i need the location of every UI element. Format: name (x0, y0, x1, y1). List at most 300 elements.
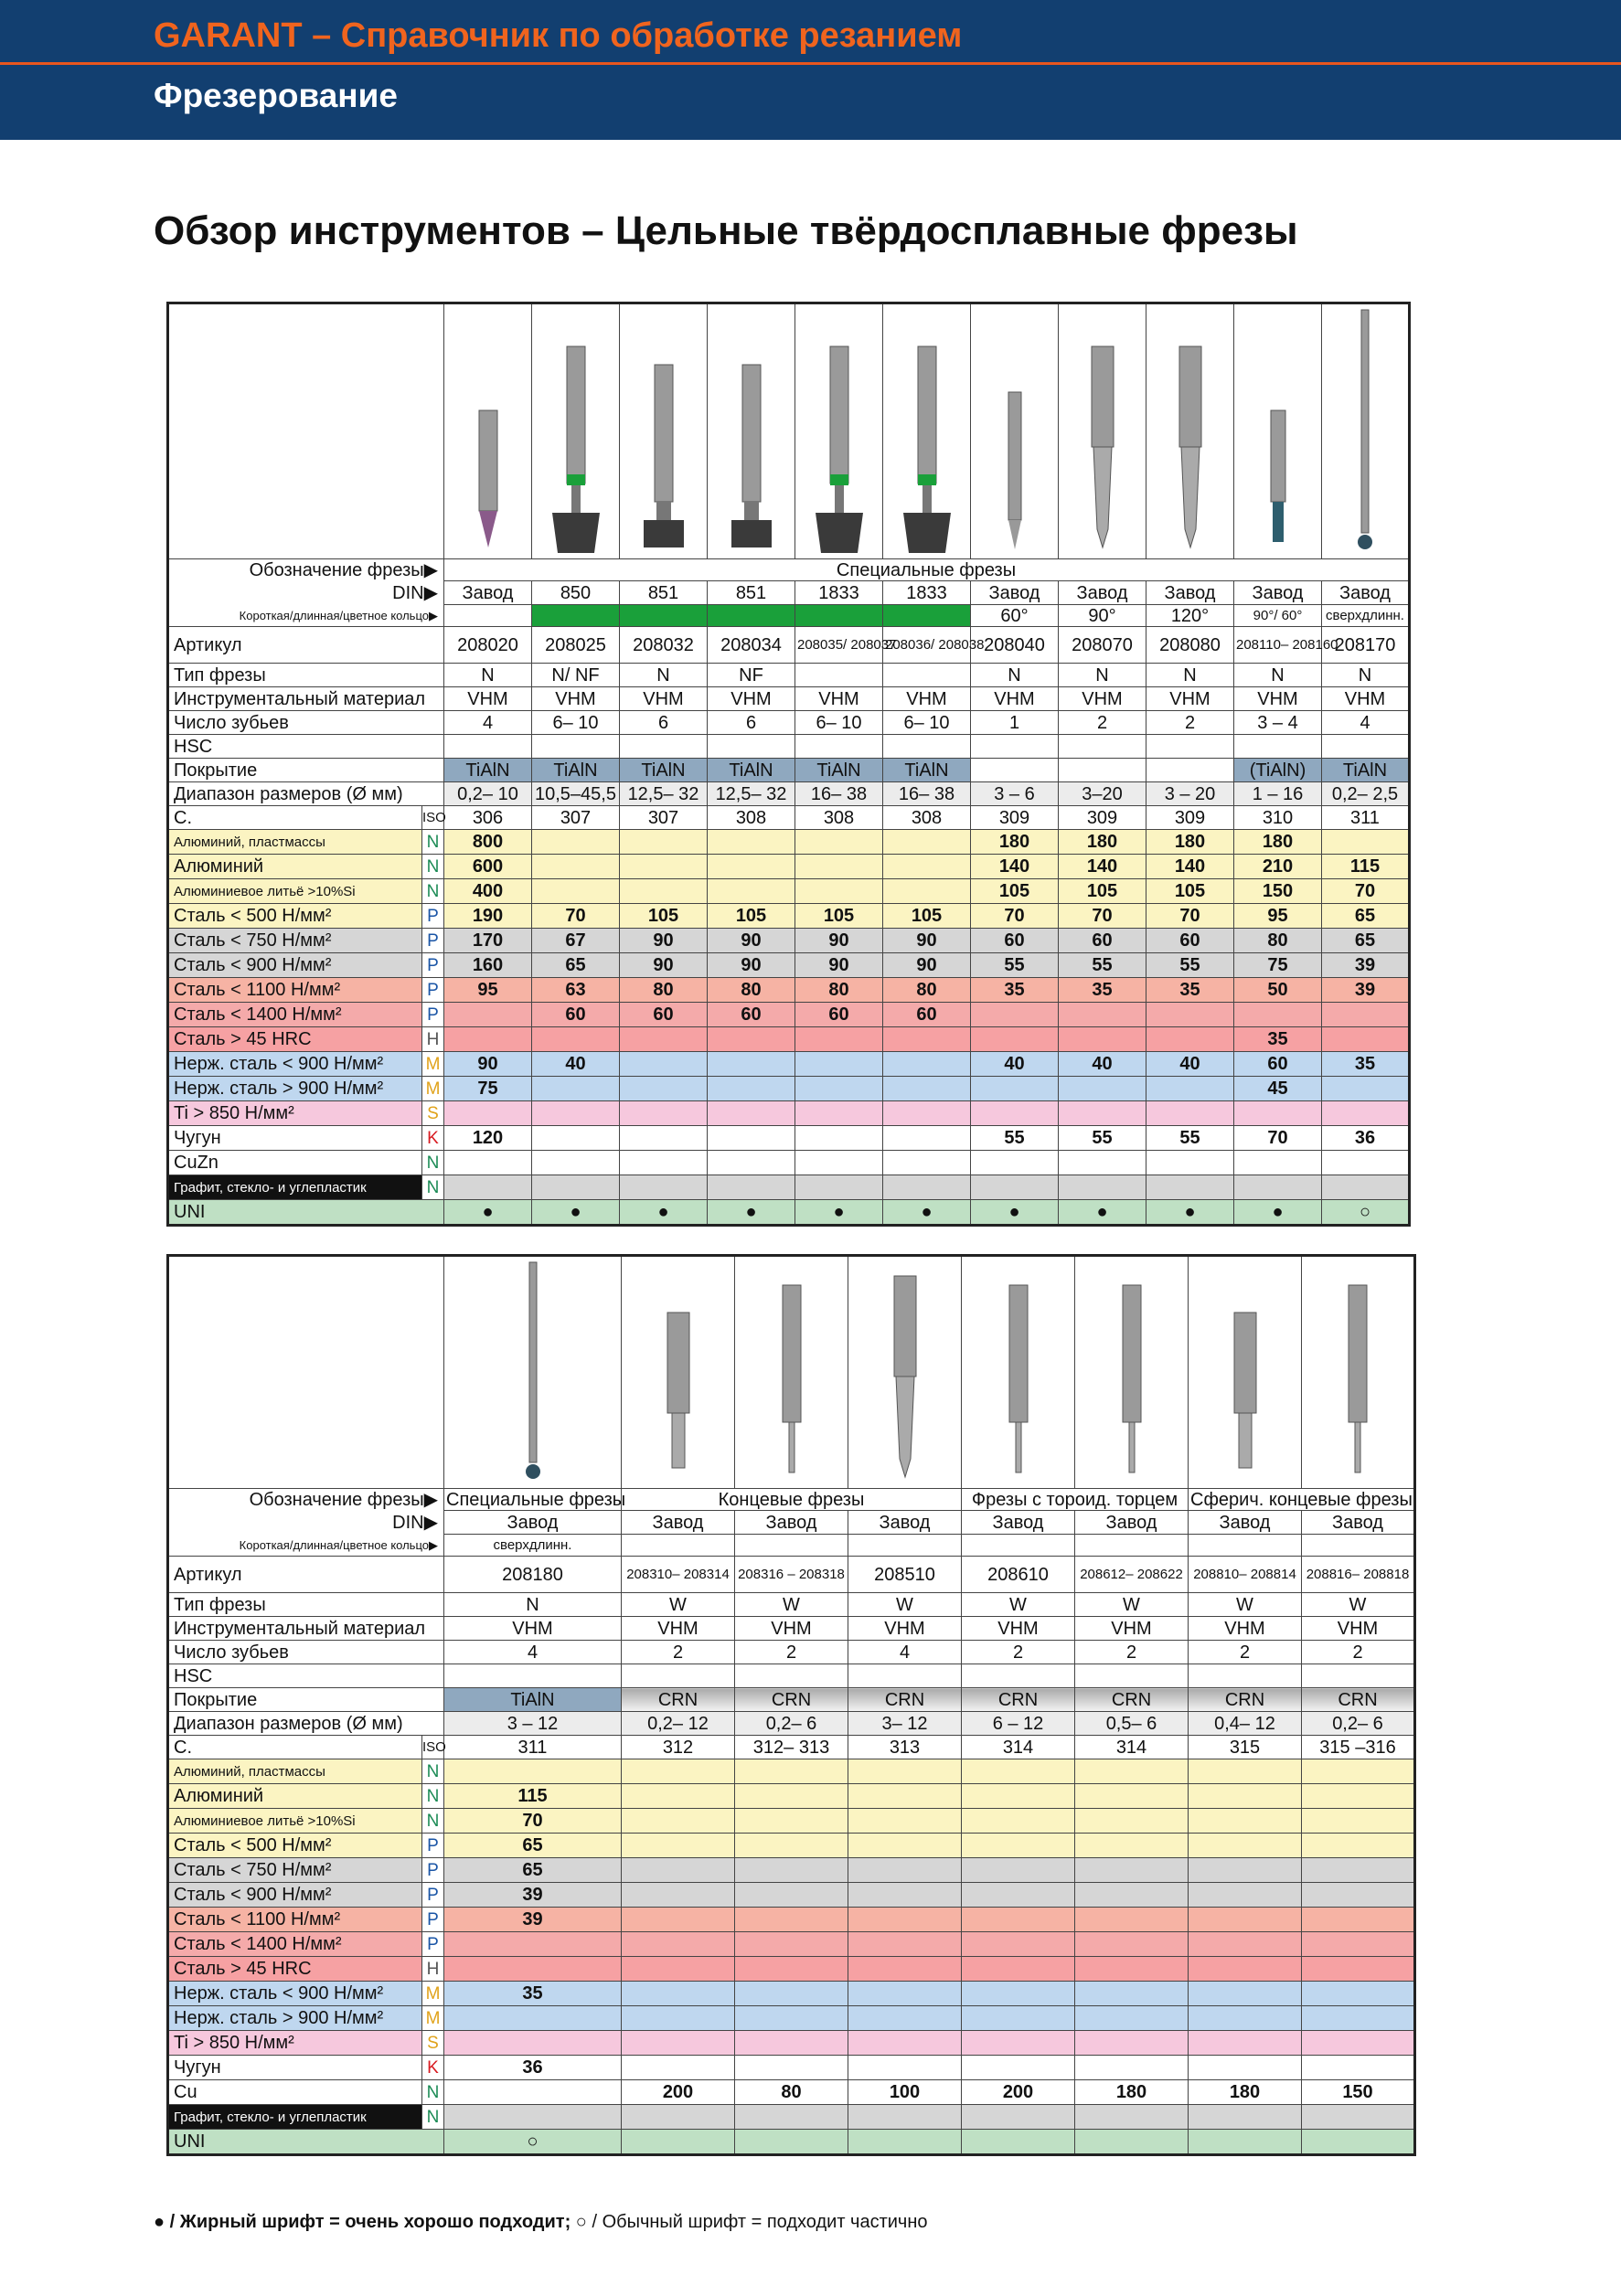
speed-value (735, 1883, 848, 1908)
page-ref: 311 (1322, 806, 1410, 830)
page-ref: 309 (1059, 806, 1146, 830)
size-range-value: 10,5–45,5 (532, 782, 620, 806)
speed-value: 400 (444, 879, 532, 904)
speed-value (1075, 1957, 1189, 1982)
speed-value: 105 (1146, 879, 1234, 904)
header-divider (0, 62, 1621, 65)
material-name: Сталь < 750 Н/мм² (168, 1858, 422, 1883)
din-value: Завод (622, 1511, 735, 1535)
speed-value (962, 1809, 1075, 1834)
speed-value: 75 (1234, 953, 1322, 978)
material-row (168, 1126, 1410, 1151)
speed-value (1189, 1784, 1302, 1809)
iso-code: K (422, 1126, 444, 1151)
designation-label: Обозначение фрезы▶ (168, 1489, 444, 1511)
page-ref: 312 (622, 1736, 735, 1759)
iso-header: ISO (422, 806, 444, 830)
size-range-value: 3 – 12 (444, 1712, 622, 1736)
speed-value: 105 (971, 879, 1059, 904)
din-value: Завод (735, 1511, 848, 1535)
hsc-value (735, 1664, 848, 1688)
article-label: Артикул (168, 627, 444, 664)
speed-value: 140 (971, 855, 1059, 879)
article-value: 208020 (444, 627, 532, 664)
page-ref: 307 (532, 806, 620, 830)
speed-value (444, 1003, 532, 1027)
coating-label: Покрытие (168, 759, 444, 782)
speed-value: 40 (971, 1052, 1059, 1077)
iso-code: P (422, 1883, 444, 1908)
speed-value: 55 (971, 953, 1059, 978)
speed-value (622, 1834, 735, 1858)
article-value: 208025 (532, 627, 620, 664)
speed-value (1075, 1982, 1189, 2006)
material-row (168, 855, 1410, 879)
hsc-value (962, 1664, 1075, 1688)
material-name: Сталь > 45 HRC (168, 1957, 422, 1982)
speed-value (795, 1175, 883, 1200)
tool-material-value: VHM (1234, 687, 1322, 711)
speed-value (1059, 1175, 1146, 1200)
ring-value (735, 1535, 848, 1557)
hsc-row (168, 1664, 1415, 1688)
speed-value: 210 (1234, 855, 1322, 879)
tool-illustration (764, 1259, 819, 1486)
brand-title: GARANT – Справочник по обработке резанием (154, 16, 963, 55)
speed-value: 60 (795, 1003, 883, 1027)
ring-value: сверхдлинн. (444, 1535, 622, 1557)
speed-value (735, 1908, 848, 1932)
material-row (168, 1982, 1415, 2006)
speed-value: 180 (1234, 830, 1322, 855)
din-value: Завод (1302, 1511, 1415, 1535)
tool-type-value (795, 664, 883, 687)
material-name: Сталь < 1400 Н/мм² (168, 1003, 422, 1027)
material-row (168, 2105, 1415, 2130)
speed-value: 70 (971, 904, 1059, 929)
hsc-value (971, 735, 1059, 759)
din-value: Завод (848, 1511, 962, 1535)
tool-material-value: VHM (708, 687, 795, 711)
speed-value (1189, 2031, 1302, 2056)
tool-material-label: Инструментальный материал (168, 1617, 444, 1641)
page-ref: 310 (1234, 806, 1322, 830)
teeth-count-value: 4 (1322, 711, 1410, 735)
page-header (0, 0, 1621, 140)
group-header: Специальные фрезы (444, 559, 1410, 581)
speed-value (962, 1834, 1075, 1858)
tool-material-value: VHM (1059, 687, 1146, 711)
tool-material-value: VHM (1146, 687, 1234, 711)
circle-symbol: ○ (575, 2212, 587, 2232)
material-row (168, 1883, 1415, 1908)
din-value: 851 (708, 581, 795, 605)
speed-value: 105 (620, 904, 708, 929)
material-name: Ti > 850 Н/мм² (168, 1101, 422, 1126)
tool-material-value: VHM (1075, 1617, 1189, 1641)
speed-value (735, 2056, 848, 2080)
iso-code: K (422, 2056, 444, 2080)
iso-code: H (422, 1957, 444, 1982)
speed-value (848, 1982, 962, 2006)
speed-value (735, 1932, 848, 1957)
speed-value (1075, 1784, 1189, 1809)
speed-value (971, 1077, 1059, 1101)
tool-image-cell (1302, 1256, 1415, 1489)
teeth-count-value: 6 (620, 711, 708, 735)
tool-material-value: VHM (532, 687, 620, 711)
iso-code: N (422, 855, 444, 879)
speed-value: 60 (532, 1003, 620, 1027)
speed-value: 35 (1146, 978, 1234, 1003)
hsc-value (883, 735, 971, 759)
material-name: Сталь < 1100 Н/мм² (168, 1908, 422, 1932)
teeth-count-value: 6– 10 (532, 711, 620, 735)
tool-material-value: VHM (1302, 1617, 1415, 1641)
teeth-count-value: 2 (1302, 1641, 1415, 1664)
iso-code: S (422, 1101, 444, 1126)
ring-value: 120° (1146, 605, 1234, 627)
speed-value: 80 (795, 978, 883, 1003)
ring-value: 90°/ 60° (1234, 605, 1322, 627)
teeth-count-value: 2 (1146, 711, 1234, 735)
tool-type-value (883, 664, 971, 687)
speed-value: 600 (444, 855, 532, 879)
speed-value (1146, 1101, 1234, 1126)
coating-label: Покрытие (168, 1688, 444, 1712)
hsc-row (168, 735, 1410, 759)
teeth-count-label: Число зубьев (168, 1641, 444, 1664)
speed-value (848, 2056, 962, 2080)
tool-illustration (1330, 1259, 1385, 1486)
speed-value (1075, 2006, 1189, 2031)
footnote-bold: / Жирный шрифт = очень хорошо подходит; (169, 2212, 571, 2232)
speed-value (622, 2056, 735, 2080)
tool-type-value: N (1234, 664, 1322, 687)
speed-value: 160 (444, 953, 532, 978)
uni-label: UNI (168, 1200, 444, 1226)
designation-label: Обозначение фрезы▶ (168, 559, 444, 581)
hsc-value (444, 735, 532, 759)
group-header: Специальные фрезы (444, 1489, 622, 1511)
coating-value: TiAlN (1322, 759, 1410, 782)
speed-value (883, 830, 971, 855)
image-spacer (168, 1256, 444, 1489)
speed-value (708, 855, 795, 879)
ring-value (1302, 1535, 1415, 1557)
section-title: Фрезерование (154, 77, 398, 114)
page-ref: 308 (883, 806, 971, 830)
speed-value (962, 1982, 1075, 2006)
ring-label: Короткая/длинная/цветное кольцо▶ (168, 605, 444, 627)
speed-value (883, 855, 971, 879)
material-name: Сталь < 900 Н/мм² (168, 953, 422, 978)
speed-value (1302, 2056, 1415, 2080)
tool-type-value: W (848, 1593, 962, 1617)
tool-material-value: VHM (795, 687, 883, 711)
speed-value (444, 1027, 532, 1052)
speed-value (971, 1175, 1059, 1200)
tool-material-label: Инструментальный материал (168, 687, 444, 711)
speed-value: 45 (1234, 1077, 1322, 1101)
speed-value (848, 1908, 962, 1932)
speed-value (708, 830, 795, 855)
iso-code: N (422, 1784, 444, 1809)
speed-value (1075, 1908, 1189, 1932)
speed-value (620, 1175, 708, 1200)
tool-image-cell (532, 303, 620, 559)
coating-value: TiAlN (444, 759, 532, 782)
speed-value: 80 (735, 2080, 848, 2105)
speed-value (795, 879, 883, 904)
uni-label: UNI (168, 2130, 444, 2155)
coating-value: TiAlN (795, 759, 883, 782)
iso-code: N (422, 1759, 444, 1784)
iso-code: P (422, 1932, 444, 1957)
speed-value: 60 (883, 1003, 971, 1027)
speed-value: 35 (1234, 1027, 1322, 1052)
speed-value (962, 2031, 1075, 2056)
hsc-value (848, 1664, 962, 1688)
speed-value (883, 1101, 971, 1126)
speed-value (1234, 1151, 1322, 1175)
speed-value (1189, 1908, 1302, 1932)
speed-value (795, 1077, 883, 1101)
ring-value (444, 605, 532, 627)
coating-row (168, 759, 1410, 782)
tool-image-cell (795, 303, 883, 559)
material-name: Нерж. сталь > 900 Н/мм² (168, 2006, 422, 2031)
speed-value (883, 1077, 971, 1101)
material-row (168, 1858, 1415, 1883)
material-row (168, 1784, 1415, 1809)
din-value: Завод (444, 581, 532, 605)
iso-code: P (422, 1834, 444, 1858)
din-value: Завод (1146, 581, 1234, 605)
speed-value (622, 2031, 735, 2056)
speed-value (1234, 1101, 1322, 1126)
tool-type-value: N (444, 1593, 622, 1617)
speed-value: 39 (444, 1908, 622, 1932)
speed-value (883, 879, 971, 904)
speed-value: 67 (532, 929, 620, 953)
speed-value (1302, 1982, 1415, 2006)
speed-value (620, 1101, 708, 1126)
size-range-label: Диапазон размеров (Ø мм) (168, 1712, 444, 1736)
article-value: 208310– 208314 (622, 1557, 735, 1593)
speed-value (622, 1759, 735, 1784)
speed-value (1189, 1759, 1302, 1784)
material-name: Сталь < 900 Н/мм² (168, 1883, 422, 1908)
speed-value: 35 (444, 1982, 622, 2006)
speed-value (962, 2056, 1075, 2080)
article-value: 208036/ 208038 (883, 627, 971, 664)
iso-code: N (422, 830, 444, 855)
speed-value (795, 1151, 883, 1175)
speed-value (962, 1784, 1075, 1809)
tool-image-cell (962, 1256, 1075, 1489)
iso-code: S (422, 2031, 444, 2056)
speed-value (1302, 2105, 1415, 2130)
speed-value: 90 (883, 953, 971, 978)
article-value: 208816– 208818 (1302, 1557, 1415, 1593)
hsc-value (795, 735, 883, 759)
material-name: Сталь < 1400 Н/мм² (168, 1932, 422, 1957)
ring-value (1075, 1535, 1189, 1557)
tool-image-cell (1322, 303, 1410, 559)
din-value: Завод (962, 1511, 1075, 1535)
page-ref: 313 (848, 1736, 962, 1759)
speed-value: 90 (620, 929, 708, 953)
speed-value (1059, 1101, 1146, 1126)
iso-code: N (422, 1175, 444, 1200)
page-row (168, 806, 1410, 830)
material-name: Алюминиевое литьё >10%Si (168, 1809, 422, 1834)
material-row (168, 1003, 1410, 1027)
ring-value (848, 1535, 962, 1557)
speed-value: 35 (1322, 1052, 1410, 1077)
coating-value (1059, 759, 1146, 782)
material-row (168, 1957, 1415, 1982)
speed-value (532, 879, 620, 904)
speed-value (795, 830, 883, 855)
speed-value (962, 1908, 1075, 1932)
teeth-count-value: 2 (622, 1641, 735, 1664)
speed-value (795, 1126, 883, 1151)
teeth-count-value: 1 (971, 711, 1059, 735)
speed-value (962, 1759, 1075, 1784)
speed-value (532, 1175, 620, 1200)
din-value: 851 (620, 581, 708, 605)
speed-value (1189, 2006, 1302, 2031)
speed-value (848, 1834, 962, 1858)
speed-value: 115 (444, 1784, 622, 1809)
speed-value (532, 1077, 620, 1101)
tool-type-value: N (1322, 664, 1410, 687)
speed-value: 200 (622, 2080, 735, 2105)
size-range-value: 16– 38 (883, 782, 971, 806)
speed-value (795, 1027, 883, 1052)
hsc-value (1322, 735, 1410, 759)
speed-value: 39 (444, 1883, 622, 1908)
ring-value (883, 605, 971, 627)
tool-images-row (168, 303, 1410, 559)
article-value: 208080 (1146, 627, 1234, 664)
article-value: 208034 (708, 627, 795, 664)
speed-value (1146, 1077, 1234, 1101)
size-range-label: Диапазон размеров (Ø мм) (168, 782, 444, 806)
group-header: Концевые фрезы (622, 1489, 962, 1511)
tool-illustration (812, 306, 867, 557)
coating-value: CRN (1189, 1688, 1302, 1712)
tool-type-value: W (1302, 1593, 1415, 1617)
size-range-value: 0,2– 2,5 (1322, 782, 1410, 806)
tool-material-value: VHM (971, 687, 1059, 711)
material-name: Алюминий (168, 1784, 422, 1809)
speed-value (883, 1151, 971, 1175)
material-row (168, 1027, 1410, 1052)
tool-material-value: VHM (620, 687, 708, 711)
coating-row (168, 1688, 1415, 1712)
iso-code: H (422, 1027, 444, 1052)
speed-value (708, 1126, 795, 1151)
speed-value (848, 2006, 962, 2031)
speed-value (444, 2080, 622, 2105)
material-name: Нерж. сталь > 900 Н/мм² (168, 1077, 422, 1101)
size-range-value: 3 – 6 (971, 782, 1059, 806)
speed-value: 80 (1234, 929, 1322, 953)
speed-value (735, 1759, 848, 1784)
speed-value: 39 (1322, 953, 1410, 978)
article-value: 208510 (848, 1557, 962, 1593)
speed-value (1322, 1151, 1410, 1175)
coating-value (1146, 759, 1234, 782)
speed-value: 90 (795, 953, 883, 978)
speed-value: 65 (444, 1834, 622, 1858)
speed-value (848, 1858, 962, 1883)
speed-value (848, 1784, 962, 1809)
speed-value: 35 (971, 978, 1059, 1003)
coating-value: CRN (1302, 1688, 1415, 1712)
tool-type-label: Тип фрезы (168, 1593, 444, 1617)
din-row (168, 581, 1410, 605)
speed-value (1075, 1809, 1189, 1834)
teeth-count-value: 4 (444, 1641, 622, 1664)
tool-image-cell (1059, 303, 1146, 559)
group-header: Сферич. концевые фрезы (1189, 1489, 1415, 1511)
speed-value: 80 (883, 978, 971, 1003)
speed-value: 140 (1146, 855, 1234, 879)
speed-value: 35 (1059, 978, 1146, 1003)
coating-value: CRN (622, 1688, 735, 1712)
speed-value (622, 1957, 735, 1982)
speed-value: 90 (795, 929, 883, 953)
iso-code: M (422, 1052, 444, 1077)
page-ref: 312– 313 (735, 1736, 848, 1759)
speed-value (795, 1052, 883, 1077)
tool-type-value: N/ NF (532, 664, 620, 687)
speed-value (620, 1077, 708, 1101)
tool-image-cell (444, 303, 532, 559)
size-range-value: 0,2– 10 (444, 782, 532, 806)
size-range-value: 3–20 (1059, 782, 1146, 806)
uni-value (848, 2130, 962, 2155)
uni-value: ○ (1322, 1200, 1410, 1226)
page-ref: 315 (1189, 1736, 1302, 1759)
hsc-value (708, 735, 795, 759)
material-row (168, 830, 1410, 855)
page-ref: 309 (1146, 806, 1234, 830)
article-label: Артикул (168, 1557, 444, 1593)
speed-value (962, 1957, 1075, 1982)
tool-illustration (651, 1259, 706, 1486)
speed-value (1075, 1834, 1189, 1858)
material-row (168, 1932, 1415, 1957)
ring-value: 90° (1059, 605, 1146, 627)
speed-value (1059, 1151, 1146, 1175)
tool-material-value: VHM (883, 687, 971, 711)
ring-value (620, 605, 708, 627)
teeth-count-row (168, 711, 1410, 735)
ring-row (168, 605, 1410, 627)
speed-value: 60 (620, 1003, 708, 1027)
hsc-label: HSC (168, 1664, 444, 1688)
speed-value: 50 (1234, 978, 1322, 1003)
speed-value (1075, 1858, 1189, 1883)
speed-value: 90 (620, 953, 708, 978)
tool-illustration (461, 306, 516, 557)
coating-value: (TiAlN) (1234, 759, 1322, 782)
